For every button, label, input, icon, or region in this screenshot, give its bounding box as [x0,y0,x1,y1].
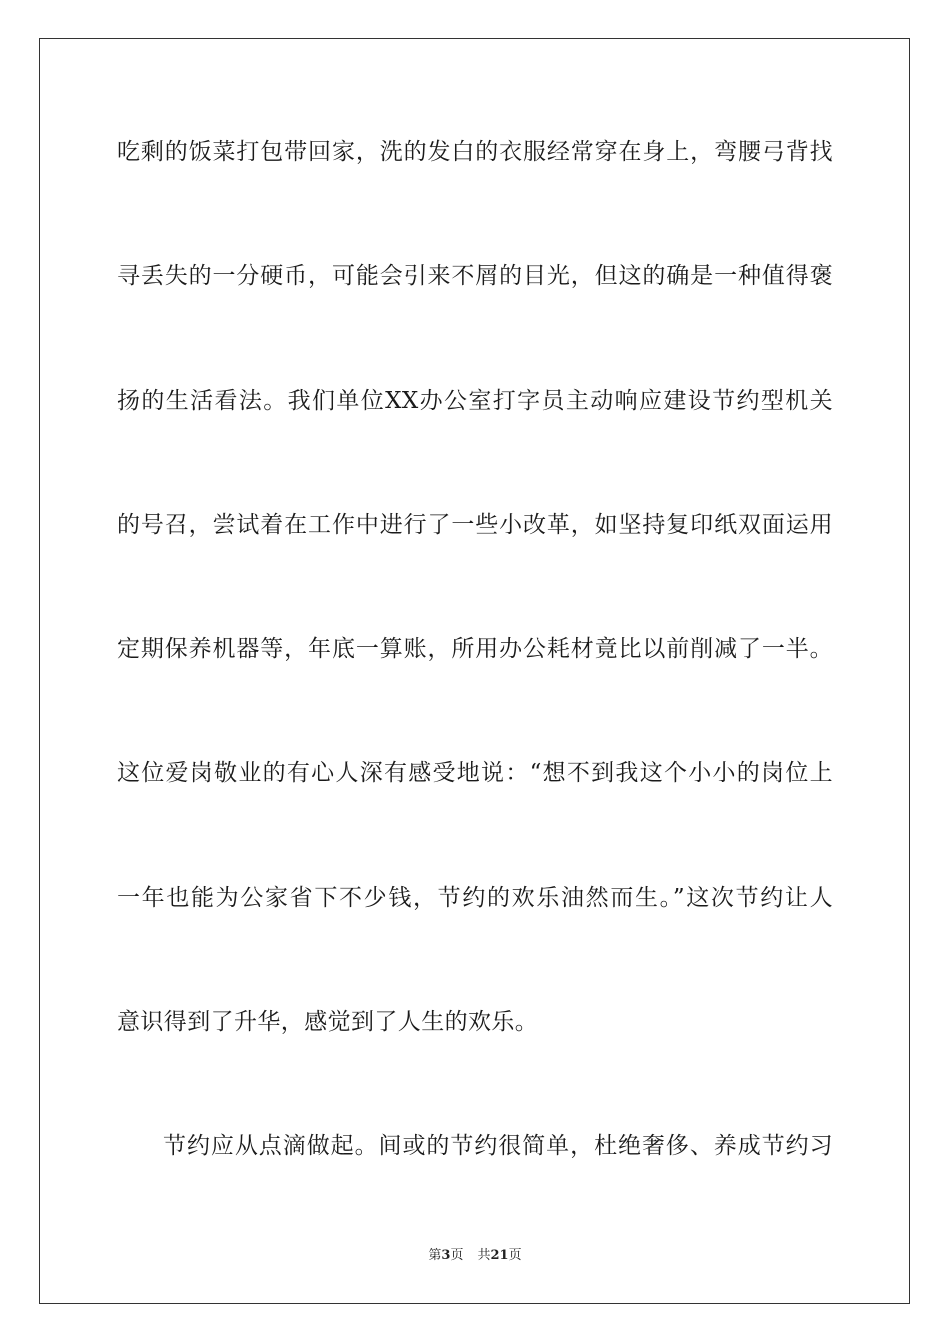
total-prefix: 共 [477,1248,491,1263]
page-prefix: 第 [428,1248,442,1263]
text-line: 吃剩的饭菜打包带回家，洗的发白的衣服经常穿在身上，弯腰弓背找 [117,139,833,165]
page-suffix: 页 [450,1248,464,1263]
text-line: 扬的生活看法。我们单位XX办公室打字员主动响应建设节约型机关 [117,388,833,414]
total-pages: 21 [490,1248,509,1263]
page-number: 3 [441,1248,451,1263]
text-line: 这位爱岗敬业的有心人深有感受地说：“想不到我这个小小的岗位上 [117,760,833,786]
page-footer [0,1247,950,1265]
text-line: 定期保养机器等，年底一算账，所用办公耗材竟比以前削减了一半。 [117,636,833,662]
text-line: 的号召，尝试着在工作中进行了一些小改革，如坚持复印纸双面运用 [117,512,833,538]
text-line: 寻丢失的一分硬币，可能会引来不屑的目光，但这的确是一种值得褒 [117,263,833,289]
page-border [39,38,910,1304]
text-line: 意识得到了升华，感觉到了人生的欢乐。 [117,1009,539,1035]
paragraph-first-line: 节约应从点滴做起。间或的节约很简单，杜绝奢侈、养成节约习 [163,1133,833,1159]
text-line: 一年也能为公家省下不少钱，节约的欢乐油然而生。”这次节约让人 [117,885,833,911]
total-suffix: 页 [508,1248,522,1263]
